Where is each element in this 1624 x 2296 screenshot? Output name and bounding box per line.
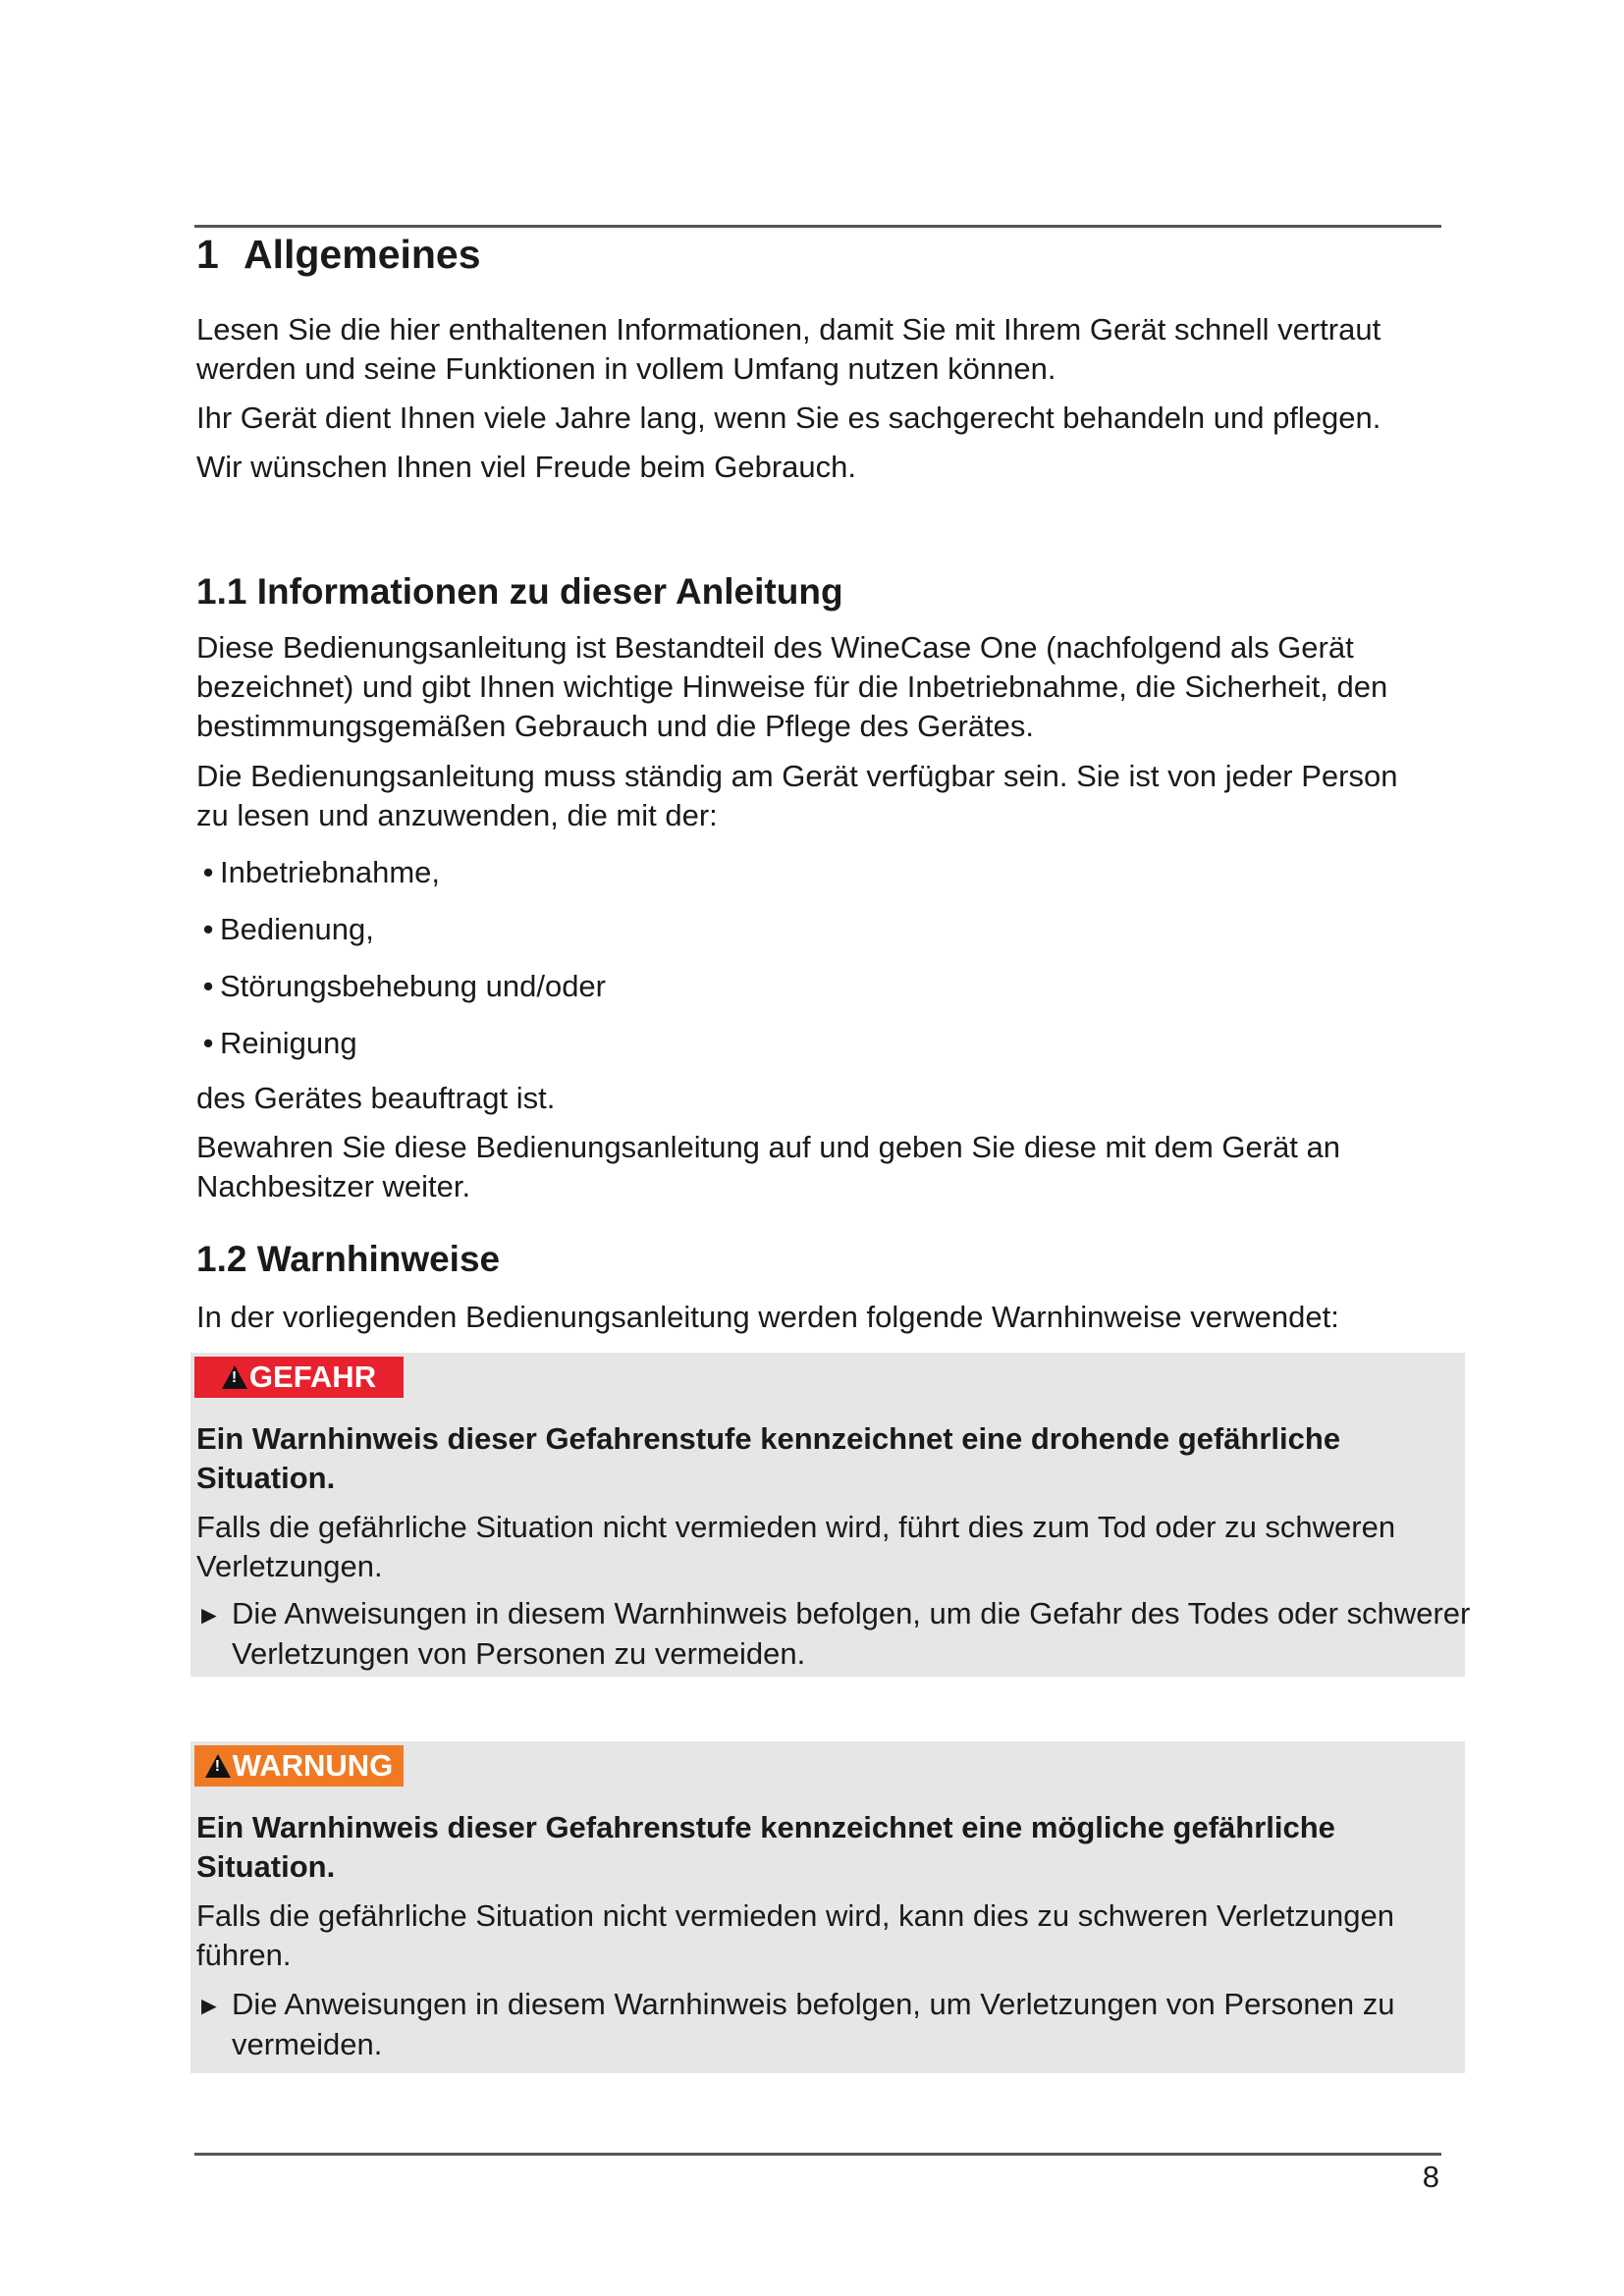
footer-rule bbox=[194, 2153, 1441, 2156]
instruction-arrow-icon: ► bbox=[196, 1600, 222, 1629]
bullet-dot: • bbox=[202, 912, 214, 946]
section-1-number: 1 bbox=[196, 232, 219, 277]
section-1-paragraph-3: Wir wünschen Ihnen viel Freude beim Gebrauch. bbox=[196, 450, 856, 484]
section-1-heading bbox=[196, 232, 481, 278]
danger-badge-label: GEFAHR bbox=[248, 1360, 377, 1394]
warning-notice-instruction bbox=[196, 1985, 1489, 2064]
section-1-1-after-bullets: des Gerätes beauftragt ist. bbox=[196, 1081, 556, 1115]
bullet-dot: • bbox=[202, 969, 214, 1003]
danger-notice-heading: Ein Warnhinweis dieser Gefahrenstufe kennzeichnet eine drohende gefährliche Situation. bbox=[196, 1421, 1341, 1495]
list-item-text: Bedienung, bbox=[220, 912, 374, 946]
page-number: 8 bbox=[1422, 2160, 1439, 2194]
warning-notice-text: Falls die gefährliche Situation nicht vermieden wird, kann dies zu schweren Verletzungen führen. bbox=[196, 1898, 1395, 1972]
section-1-1-paragraph-1: Diese Bedienungsanleitung ist Bestandteil des WineCase One (nachfolgend als Gerät bezeichnet) und gibt Ihnen wichtige Hinweise für die Inbetriebnahme, die Sicherheit, den bestimmungsgemäßen Gebrauch und die Pflege des Gerätes. bbox=[196, 630, 1388, 743]
section-1-1-paragraph-2: Die Bedienungsanleitung muss ständig am Gerät verfügbar sein. Sie ist von jeder Person zu lesen und anzuwenden, die mit der: bbox=[196, 759, 1398, 832]
warning-triangle-icon bbox=[205, 1754, 231, 1778]
list-item bbox=[196, 910, 374, 949]
bullet-dot: • bbox=[202, 855, 214, 889]
list-item bbox=[196, 1024, 357, 1063]
warning-badge bbox=[194, 1745, 404, 1787]
section-1-2-intro: In der vorliegenden Bedienungsanleitung werden folgende Warnhinweise verwendet: bbox=[196, 1300, 1339, 1334]
warning-instruction-text: Die Anweisungen in diesem Warnhinweis befolgen, um Verletzungen von Personen zu vermeiden. bbox=[232, 1987, 1395, 2061]
section-1-paragraph-2: Ihr Gerät dient Ihnen viele Jahre lang, wenn Sie es sachgerecht behandeln und pflegen. bbox=[196, 400, 1381, 435]
warning-triangle-icon bbox=[222, 1365, 247, 1389]
list-item bbox=[196, 853, 440, 892]
bullet-dot: • bbox=[202, 1026, 214, 1060]
section-1-paragraph-1: Lesen Sie die hier enthaltenen Informationen, damit Sie mit Ihrem Gerät schnell vertraut werden und seine Funktionen in vollem Umfang nutzen können. bbox=[196, 312, 1381, 386]
danger-badge bbox=[194, 1357, 404, 1398]
section-1-2-heading: 1.2 Warnhinweise bbox=[196, 1239, 501, 1279]
list-item-text: Störungsbehebung und/oder bbox=[220, 969, 606, 1003]
warning-notice-heading: Ein Warnhinweis dieser Gefahrenstufe kennzeichnet eine mögliche gefährliche Situation. bbox=[196, 1810, 1335, 1884]
danger-notice-instruction bbox=[196, 1594, 1489, 1674]
warning-notice bbox=[190, 1741, 1465, 2073]
danger-notice-text: Falls die gefährliche Situation nicht vermieden wird, führt dies zum Tod oder zu schweren Verletzungen. bbox=[196, 1510, 1396, 1583]
danger-notice bbox=[190, 1353, 1471, 1677]
danger-instruction-text: Die Anweisungen in diesem Warnhinweis befolgen, um die Gefahr des Todes oder schwerer Verletzungen von Personen zu vermeiden. bbox=[232, 1596, 1471, 1671]
list-item bbox=[196, 967, 606, 1006]
section-1-1-closing: Bewahren Sie diese Bedienungsanleitung auf und geben Sie diese mit dem Gerät an Nachbesitzer weiter. bbox=[196, 1130, 1341, 1203]
section-1-1-heading: 1.1 Informationen zu dieser Anleitung bbox=[196, 571, 843, 612]
list-item-text: Inbetriebnahme, bbox=[220, 855, 441, 889]
header-rule bbox=[194, 225, 1441, 228]
warning-badge-label: WARNUNG bbox=[232, 1748, 394, 1783]
instruction-arrow-icon: ► bbox=[196, 1991, 222, 2020]
list-item-text: Reinigung bbox=[220, 1026, 357, 1060]
section-1-title: Allgemeines bbox=[244, 232, 481, 277]
